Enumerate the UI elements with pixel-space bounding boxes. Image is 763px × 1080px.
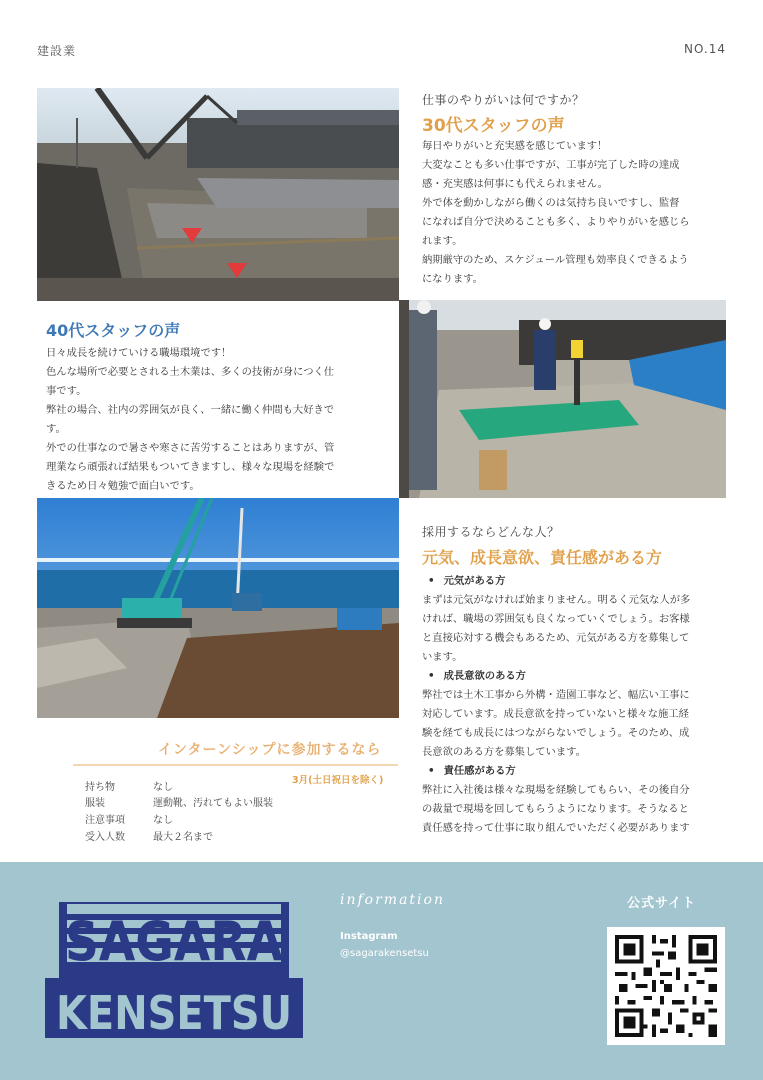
text-line: 理業なら頑張れば結果もついてきますし、様々な現場を経験で bbox=[46, 461, 335, 473]
text-line: と直接応対する機会もあるため、元気がある方を募集して bbox=[422, 632, 690, 644]
ideal-person-list bbox=[422, 572, 727, 838]
text-line: 対応しています。成長意欲を持っていないと様々な施工経 bbox=[422, 708, 689, 720]
information-label: information bbox=[340, 892, 445, 908]
info-value: 最大２名まで bbox=[153, 832, 213, 843]
text-line: 大変なことも多い仕事ですが、工事が完了した時の達成 bbox=[422, 159, 680, 171]
text-line: います。 bbox=[422, 651, 463, 663]
logo-line-1: SAGARA bbox=[65, 910, 284, 973]
category-label: 建設業 bbox=[37, 44, 77, 58]
item-body bbox=[422, 781, 727, 838]
item-title: • 成長意欲のある方 bbox=[422, 667, 727, 686]
text-line: 日々成長を続けていける職場環境です！ bbox=[46, 347, 232, 359]
text-line: 外での仕事なので暑さや寒さに苦労することはありますが、管 bbox=[46, 442, 335, 454]
item-body bbox=[422, 686, 727, 762]
text-line: れます。 bbox=[422, 235, 463, 247]
info-key: 服装 bbox=[85, 798, 105, 809]
instagram-handle[interactable]: @sagarakensetsu bbox=[340, 948, 429, 959]
info-value: 運動靴、汚れてもよい服装 bbox=[153, 798, 273, 809]
item-title: • 責任感がある方 bbox=[422, 762, 727, 781]
text-line: 納期厳守のため、スケジュール管理も効率良くできるよう bbox=[422, 254, 689, 266]
qr-code[interactable] bbox=[607, 927, 725, 1045]
text-line: 弊社の場合、社内の雰囲気が良く、一緒に働く仲間も大好きで bbox=[46, 404, 335, 416]
internship-info-table bbox=[85, 779, 385, 851]
info-key: 持ち物 bbox=[85, 782, 115, 793]
text-line: ければ、職場の雰囲気も良くなっていくでしょう。お客様 bbox=[422, 613, 690, 625]
issue-number: NO.14 bbox=[683, 42, 726, 56]
construction-pit-photo bbox=[37, 88, 399, 301]
text-line: きるため日々勉強で面白いです。 bbox=[46, 480, 200, 492]
text-line: になります。 bbox=[422, 273, 483, 285]
text-line: 験を経ても成長にはつながらないでしょう。そのため、成 bbox=[422, 727, 690, 739]
info-row bbox=[85, 812, 385, 830]
body-40s-staff bbox=[46, 344, 391, 496]
text-line: になれば自分で決めることも多く、よりやりがいを感じら bbox=[422, 216, 690, 228]
text-line: 事です。 bbox=[46, 385, 87, 397]
info-key: 注意事項 bbox=[85, 815, 125, 826]
text-line: 弊社に入社後は様々な現場を経験してもらい、その後自分 bbox=[422, 784, 690, 796]
logo-line-2: KENSETSU bbox=[56, 986, 292, 1040]
info-key: 受入人数 bbox=[85, 832, 125, 843]
heading-30s-staff: 30代スタッフの声 bbox=[422, 116, 565, 136]
company-logo bbox=[45, 892, 303, 1042]
heading-ideal-person: 元気、成長意欲、責任感がある方 bbox=[422, 548, 663, 567]
official-site-label: 公式サイト bbox=[627, 896, 697, 911]
question-1: 仕事のやりがいは何ですか？ bbox=[422, 93, 585, 107]
item-body bbox=[422, 591, 727, 667]
internship-title: インターンシップに参加するなら bbox=[158, 742, 382, 758]
seaside-crane-photo bbox=[37, 498, 399, 718]
text-line: 弊社では土木工事から外構・造園工事など、幅広い工事に bbox=[422, 689, 690, 701]
internship-date: 3月(土日祝日を除く) bbox=[292, 775, 384, 786]
text-line: 毎日やりがいと充実感を感じています！ bbox=[422, 140, 608, 152]
question-2: 採用するならどんな人？ bbox=[422, 525, 560, 539]
info-value: なし bbox=[153, 782, 173, 793]
info-row bbox=[85, 795, 385, 813]
text-line: 外で体を動かしながら働くのは気持ち良いですし、監督 bbox=[422, 197, 680, 209]
item-title: • 元気がある方 bbox=[422, 572, 727, 591]
text-line: 長意欲のある方を募集しています。 bbox=[422, 746, 586, 758]
text-line: 色んな場所で必要とされる土木業は、多くの技術が身につく仕 bbox=[46, 366, 335, 378]
concrete-workers-photo bbox=[399, 300, 726, 498]
text-line: まずは元気がなければ始まりません。明るく元気な人が多 bbox=[422, 594, 691, 606]
text-line: の裁量で現場を回してもらうようになります。そうなると bbox=[422, 803, 689, 815]
instagram-label: Instagram bbox=[340, 931, 398, 942]
heading-40s-staff: 40代スタッフの声 bbox=[46, 321, 181, 340]
text-line: す。 bbox=[46, 423, 66, 435]
info-value: なし bbox=[153, 815, 173, 826]
text-line: 感・充実感は何事にも代えられません。 bbox=[422, 178, 608, 190]
text-line: 責任感を持って仕事に取り組んでいただく必要があります bbox=[422, 822, 690, 834]
internship-divider bbox=[73, 764, 398, 766]
body-30s-staff bbox=[422, 137, 727, 289]
info-row bbox=[85, 829, 385, 847]
